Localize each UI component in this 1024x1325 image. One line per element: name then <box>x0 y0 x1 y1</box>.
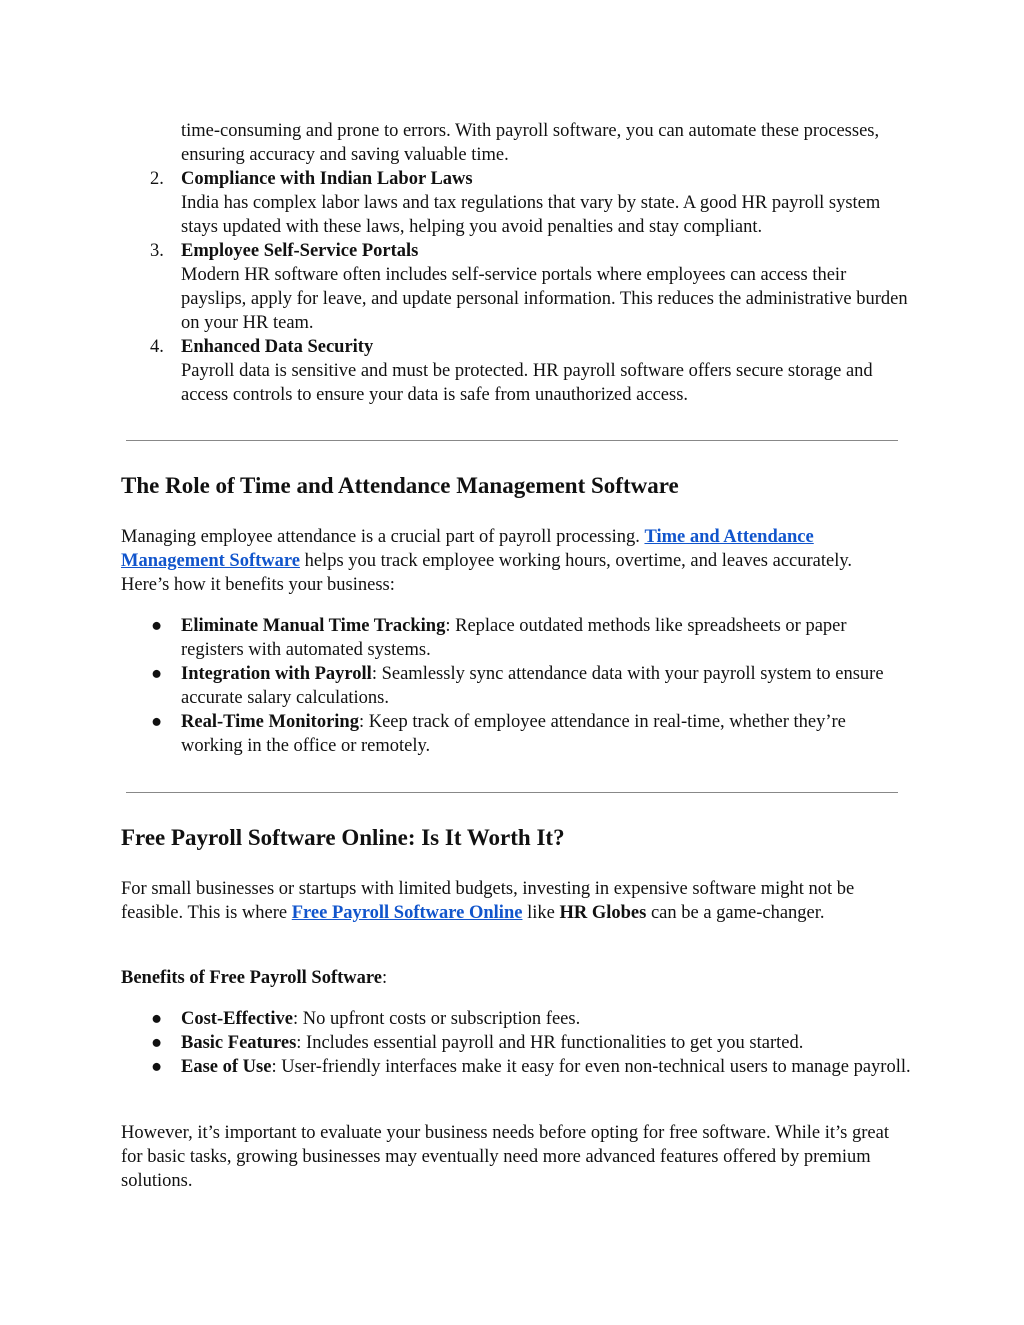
divider <box>126 440 898 441</box>
bullet-list <box>121 1007 911 1079</box>
list-item <box>121 710 911 758</box>
list-item-text: : Seamlessly sync attendance data with your payroll system to ensure accurate salary calculations. <box>181 664 884 708</box>
list-item-text: : Keep track of employee attendance in real-time, whether they’re working in the office or remotely. <box>181 712 846 756</box>
list-item-text: : Replace outdated methods like spreadsheets or paper registers with automated systems. <box>181 616 847 660</box>
list-item <box>121 614 911 662</box>
paragraph <box>121 525 901 597</box>
list-item <box>121 239 911 335</box>
list-item-title: Ease of Use <box>181 1057 272 1077</box>
bullet-icon: ● <box>151 712 163 732</box>
bullet-icon: ● <box>151 1009 163 1029</box>
list-item-title: Cost-Effective <box>181 1009 293 1029</box>
list-item <box>121 167 911 239</box>
list-item <box>121 335 911 407</box>
list-item-title: Employee Self-Service Portals <box>181 241 419 261</box>
list-item-title: Compliance with Indian Labor Laws <box>181 169 473 189</box>
list-item-title: Eliminate Manual Time Tracking <box>181 616 446 636</box>
list-item <box>121 1031 911 1055</box>
bullet-icon: ● <box>151 1057 163 1077</box>
benefits-title-text: Benefits of Free Payroll Software <box>121 968 382 988</box>
list-item <box>121 1007 911 1031</box>
list-item-title: Real-Time Monitoring <box>181 712 359 732</box>
paragraph <box>121 877 911 925</box>
bullet-list <box>121 614 911 758</box>
benefits-title <box>121 966 387 990</box>
list-item-text: : Includes essential payroll and HR functionalities to get you started. <box>296 1033 804 1053</box>
list-item-text: Modern HR software often includes self-service portals where employees can access their payslips, apply for leave, and update personal information. This reduces the administrative burden on your HR team. <box>181 265 908 333</box>
brand-name: HR Globes <box>559 903 647 923</box>
numbered-list <box>121 119 911 407</box>
bullet-icon: ● <box>151 616 163 636</box>
section-heading: The Role of Time and Attendance Management Software <box>121 473 679 498</box>
list-item-title: Enhanced Data Security <box>181 337 374 357</box>
bullet-icon: ● <box>151 1033 163 1053</box>
bullet-icon: ● <box>151 664 163 684</box>
time-attendance-link[interactable]: Time and Attendance Management Software <box>121 527 814 571</box>
paragraph-text: like <box>522 903 560 923</box>
list-number: 3. <box>150 241 164 261</box>
section-heading: Free Payroll Software Online: Is It Worth It? <box>121 825 565 850</box>
paragraph-text: For small businesses or startups with limited budgets, investing in expensive software might not be feasible. This is where <box>121 879 855 923</box>
closing-paragraph: However, it’s important to evaluate your business needs before opting for free software. While it’s great for basic tasks, growing businesses may eventually need more advanced features offered by premium solutions. <box>121 1123 889 1191</box>
list-item-text: India has complex labor laws and tax regulations that vary by state. A good HR payroll system stays updated with these laws, helping you avoid penalties and stay compliant. <box>181 193 881 237</box>
list-item-text: : No upfront costs or subscription fees. <box>292 1009 581 1029</box>
list-item-title: Integration with Payroll <box>181 664 372 684</box>
list-item-text: time-consuming and prone to errors. With payroll software, you can automate these processes, ensuring accuracy and saving valuable time. <box>181 121 880 165</box>
list-number: 4. <box>150 337 164 357</box>
list-item <box>121 1055 911 1079</box>
list-item <box>121 662 911 710</box>
list-item-text: : User-friendly interfaces make it easy for even non-technical users to manage payroll. <box>271 1057 911 1077</box>
free-payroll-link[interactable]: Free Payroll Software Online <box>291 903 523 923</box>
list-item-title: Basic Features <box>181 1033 297 1053</box>
list-number: 2. <box>150 169 164 189</box>
divider <box>126 792 898 793</box>
paragraph-text: Managing employee attendance is a crucial part of payroll processing. <box>121 527 645 547</box>
list-item-text: Payroll data is sensitive and must be protected. HR payroll software offers secure storage and access controls to ensure your data is safe from unauthorized access. <box>181 361 873 405</box>
colon: : <box>382 968 388 988</box>
paragraph-text: can be a game-changer. <box>646 903 825 923</box>
paragraph-text: helps you track employee working hours, overtime, and leaves accurately. Here’s how it benefits your business: <box>121 551 853 595</box>
list-item-continuation <box>121 119 911 167</box>
